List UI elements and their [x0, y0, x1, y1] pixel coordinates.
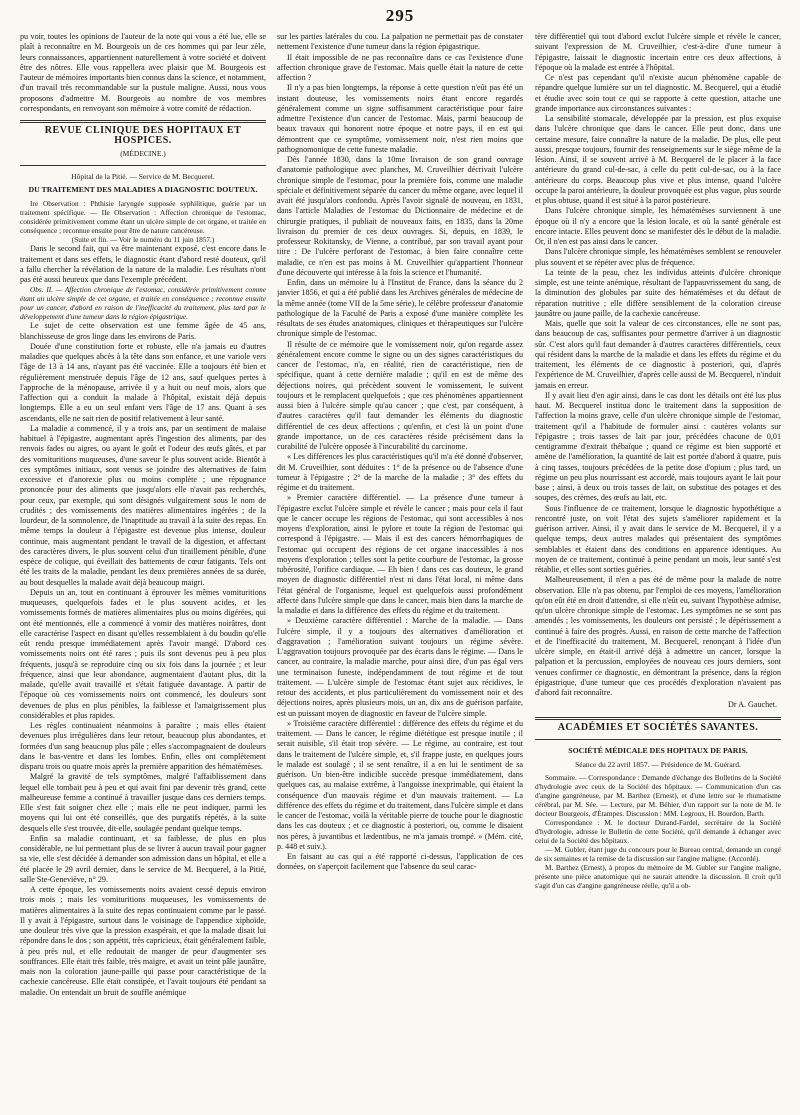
- observations-summary: Ire Observation : Phthisie laryngée supposée syphilitique, guérie par un traitement spécifique. — IIe Observation : Affection chronique de l'estomac, considérée primitivement comme étant un ulcère simple de cet organe, et traitée en conséquence ; reconnue ensuite pour être de nature cancéreuse.: [20, 199, 266, 236]
- paragraph: Il y avait lieu d'en agir ainsi, dans le cas dont les détails ont été lus plus haut. M. Becquerel institua donc le traitement dans la supposition de l'affection la moins grave, celle d'un ulcère chronique simple de l'estomac, traitement qu'il a l'habitude de formuler ainsi : cautères volants sur l'épigastre ; trois tasses de lait par jour, précédées chacune de 0,01 centigramme d'extrait thébaïque ; quand ce régime est bien supporté et amène de l'amélioration, la quantité de lait est portée d'abord à quatre, puis à cinq tasses, toujours précédées de la petite dose d'opium ; plus tard, un régime un peu plus nourrissant est accordé, mais toujours ayant le lait pour base ; ainsi, à deux ou trois tasses de lait, on substitue des potages et des soupes, des crèmes, des œufs au lait, etc.: [535, 390, 781, 503]
- paragraph: sur les parties latérales du cou. La palpation ne permettait pas de constater nettement l'existence d'une tumeur dans la région épigastrique.: [277, 32, 523, 52]
- divider: [20, 165, 266, 166]
- paragraph: M. Barthez (Ernest), à propos du mémoire de M. Gubler sur l'angine maligne, présente une pièce anatomique qui ne saurait attendre la discussion. Il croit qu'il s'agit d'un cas d'angine gangréneuse réelle, qu'il a ob-: [535, 863, 781, 891]
- paragraph: pu voir, toutes les opinions de l'auteur de la note qui vous a été lue, elle se plaît à reconnaître en M. Bourgeois un de ces hommes qui par leur zèle, leurs connaissances, appartiennent naturellement à votre société et doivent être des nôtres. Elle vous rappellera avec plaisir que M. Bourgeois est l'auteur de mémoires importants bien connus dans la science, et notamment, d'un travail très recommandable sur la pustule maligne. Aussi, nous vous proposons d'admettre M. Bourgeois au nombre de vos membres correspondants, en renvoyant son mémoire à votre comité de rédaction.: [20, 32, 266, 113]
- page-number: 295: [385, 6, 415, 25]
- paragraph: Dans l'ulcère chronique simple, les hématémèses semblent se renouveler plus souvent et se répéter avec plus de fréquence.: [535, 247, 781, 267]
- paragraph: — M. Gubler, étant juge du concours pour le Bureau central, demande un congé de six semaines et la remise de la discussion sur l'angine maligne. (Accordé).: [535, 845, 781, 864]
- paragraph: » Deuxième caractère différentiel : Marche de la maladie. — Dans l'ulcère simple, il y a toujours des alternatives d'amélioration et d'aggravation ; l'amélioration suivant toujours un régime sévère. L'aggravation toujours provoquée par des écarts dans le régime. — Dans le cancer, au contraire, la maladie marche, pour ainsi dire, d'un pas égal vers une terminaison funeste, indépendamment de tout régime et de tout traitement. — L'ulcère simple de l'estomac étant sujet aux récidives, le retour des accidents, et plus particulièrement du vomissement noir et des déjections noires, après plusieurs mois, un an, dix ans de guérison parfaite, est un puissant moyen de diagnostic en faveur de l'ulcère simple.: [277, 616, 523, 718]
- paragraph: La sensibilité stomacale, développée par la pression, est plus exquise dans l'ulcère chronique que dans le cancer. Elle peut donc, dans une certaine mesure, faire connaître la nature de la maladie. De plus, elle peut aussi, presque toujours, fournir des renseignements sur le siège même de la lésion. Ainsi, il se souvent arrivé à M. Becquerel de le placer à la face antérieure du grand cul-de-sac, à celle du petit cul-de-sac, ou à la face antérieure du corps. Beaucoup plus vive et plus intense, quand l'ulcère occupe la paroi antérieure, la douleur provoquée est plus vague, plus sourde et plus obtuse, quand il est situé à la paroi postérieure.: [535, 114, 781, 205]
- summary-paragraph: Sommaire. — Correspondance : Demande d'échange des Bulletins de la Société d'hydrologie avec ceux de la Société des hôpitaux. — Communication d'un cas d'angine gangréneuse, par M. Barthez (Ernest), et d'une lettre sur le rhumatisme cérébral, par M. Sée. — Lecture, par M. Béhier, d'un rapport sur la note de M. le docteur Bourgeois, d'Étampes. Discussion : MM. Legroux, H. Bourdon, Barth.: [535, 773, 781, 819]
- paragraph: Dans l'ulcère chronique simple, les hématémèses surviennent à une époque où il n'y a encore que la lésion locale, et où la santé générale est encore intacte. Elles peuvent donc se manifester dès le début de la maladie. Or, il n'en est pas ainsi dans le cancer.: [535, 206, 781, 246]
- paragraph: Sous l'influence de ce traitement, lorsque le diagnostic hypothétique a rencontré juste, on voit l'état des sujets s'améliorer rapidement et la guérison arriver. Ainsi, il y avait dans le service de M. Becquerel, il y a quelque temps, deux autres malades qui présentaient des symptômes semblables et étaient dans des conditions en apparence identiques. Au moyen de ce traitement, continué à peine pendant un mois, leur santé s'est rétablie, et elles sont sorties guéries.: [535, 503, 781, 574]
- column-left: [20, 32, 266, 1110]
- paragraph: La maladie a commencé, il y a trois ans, par un sentiment de malaise habituel à l'épigastre, augmentant après l'ingestion des aliments, par des renvois fades ou aigres, ou ayant le goût et l'odeur des œufs gâtés, et par des vomituritions muqueuses, d'une saveur le plus souvent acide. Bientôt à ces symptômes initiaux, sont venus se joindre des alternatives de faim excessive et d'anorexie plus ou moins complète ; une répugnance prononcée pour des aliments que jusqu'alors elle n'avait pas recherchés, pour ceux, par exemple, qui sont désignés vulgairement sous le nom de crudités ; des vomissements des matières alimentaires ingérées ; de la lourdeur, de la somnolence, de l'inaptitude au travail à la suite des repas. En même temps la douleur à l'épigastre est devenue plus intense, douleur continue, mais augmentant pendant le travail de la digestion, et affectant des caractères divers, le plus souvent celui d'un tiraillement pénible, d'une espèce de colique, qui éveillait des battements de cœur fatigants. Tels ont été les traits de la maladie, pendant les deux premières années de sa durée, au bout desquelles la malade avait déjà beaucoup maigri.: [20, 423, 266, 587]
- paragraph: Dès l'année 1830, dans la 10me livraison de son grand ouvrage d'anatomie pathologique avec planches, M. Cruveilhier décrivait l'ulcère chronique simple de l'estomac, pour la première fois, comme une maladie spéciale et définitivement séparée du cancer du même organe, avec lequel il avait été jusqu'alors confondu. Après l'avoir signalé de nouveau, en 1831, dans l'article Maladies de l'estomac du Dictionnaire de médecine et de chirurgie pratiques, il publiait de nouveaux faits, en 1835, dans la 20me livraison du premier de ces deux ouvrages. Si, depuis, en 1839, le professeur Rokitansky, de Vienne, a contribué, par son travail ayant pour titre : De l'ulcère perforant de l'estomac, à bien faire connaître cette maladie, ce n'en est pas moins à M. Cruveilhier qu'appartient l'honneur d'une découverte qui intéresse à la fois la science et l'humanité.: [277, 155, 523, 277]
- society-title: SOCIÉTÉ MÉDICALE DES HOPITAUX DE PARIS.: [568, 745, 748, 755]
- paragraph: Mais, quelle que soit la valeur de ces circonstances, elle ne sont pas, dans beaucoup de cas, suffisantes pour permettre d'arriver à un diagnostic sûr. C'est alors qu'il faut demander à d'autres caractères différentiels, ceux qui résident dans la marche de la maladie et dans les effets du régime et du traitement, les éléments de ce diagnostic à posteriori, qui, d'après l'expérience de M. Cruveilhier, d'après celle aussi de M. Becquerel, n'induit jamais en erreur.: [535, 319, 781, 390]
- divider: [20, 120, 266, 123]
- paragraph: Il était impossible de ne pas reconnaître dans ce cas l'existence d'une affection chronique grave de l'estomac. Mais quelle était la nature de cette affection ?: [277, 52, 523, 82]
- paragraph: » Premier caractère différentiel. — La présence d'une tumeur à l'épigastre exclut l'ulcère simple et révèle le cancer ; mais pour cela il faut que le cancer occupe les régions de l'estomac, qui sont accessibles à nos moyens d'exploration, ainsi le pylore et toute la région de l'estomac qui correspond à l'épigastre. — Mais il est des cancers hémorrhagiques de l'estomac qui occupent des régions de cet organe inaccessibles à nos moyens d'exploration ; telles sont la petite courbure de l'estomac, la grosse tubérosité, l'orifice cardiaque. — Eh bien ! dans ces cas douteux, le grand moyen de diagnostic différentiel n'est ni dans l'état local, ni même dans l'état général de l'organisme, lequel est quelquefois aussi profondément affecté dans l'ulcère simple que dans le cancer, mais bien dans la marche de la maladie et dans la différence des effets du régime et du traitement.: [277, 493, 523, 615]
- author-signature: Dr A. Gauchet.: [728, 700, 777, 710]
- seance-line: Séance du 22 avril 1857. — Présidence de M. Guérard.: [575, 760, 741, 769]
- observation-heading: Obs. II. — Affection chronique de l'estomac, considérée primitivement comme étant un ulcère simple de cet organe, et traitée en conséquence ; reconnue ensuite pour un cancer, d'abord en raison de l'inefficacité du traitement, plus tard par le développement d'une tumeur dans la région épigastrique.: [20, 285, 266, 322]
- section-subtitle: (MÉDECINE.): [120, 148, 166, 158]
- paragraph: » Troisième caractère différentiel : différence des effets du régime et du traitement. — Dans le cancer, le régime diététique est presque inutile ; il serait nuisible, s'il était trop sévère. — Le régime, au contraire, est tout dans le traitement de l'ulcère simple, et, s'il frappe juste, en quelques jours le malade est soulagé ; il se sent renaître, il a en lui le sentiment de sa guérison. Un bien-être indicible succède presque immédiatement, dans quelques cas, au malaise extrême, à l'angoisse inexprimable, qui étaient la conséquence d'un mauvais régime et d'un mauvais traitement. — La différence des effets du régime et du traitement, dans l'ulcère simple et dans le cancer de l'estomac, voilà la véritable pierre de touche pour le diagnostic dans les cas douteux ; et ce diagnostic à posteriori, ou, comme le disaient nos pères, à juvantibus et lædentibus, ne m'a jamais trompé. » (Mém. cité, p. 448 et suiv.).: [277, 718, 523, 851]
- hospital-heading: Hôpital de la Pitié. — Service de M. Becquerel.: [71, 171, 215, 181]
- article-title: DU TRAITEMENT DES MALADIES A DIAGNOSTIC DOUTEUX.: [28, 185, 258, 194]
- paragraph: Il n'y a pas bien longtemps, la réponse à cette question n'eût pas été un instant douteuse, les vomissements noirs étant encore regardés généralement comme un signe suffisamment caractéristique pour faire admettre l'existence d'un cancer de l'estomac. Mais, parmi beaucoup de beaux travaux qui honorent notre époque et notre pays, il en est qui démontrent que ce symptôme, vomissement noir, n'est rien moins que pathognomonique de cette funeste maladie.: [277, 83, 523, 154]
- paragraph: Correspondance : M. le docteur Durand-Fardel, secrétaire de la Société d'hydrologie, adresse le Bulletin de cette Société, qu'il demande à échanger avec celui de la Société des hôpitaux.: [535, 818, 781, 846]
- paragraph: A cette époque, les vomissements noirs avaient cessé depuis environ trois mois ; mais les vomituritions muqueuses, les vomissements de matières alimentaires à la suite des repas continuaient comme par le passé. Il y avait à l'épigastre, surtout dans le voisinage de l'appendice xiphoïde, une douleur très vive que la pression exaspérait, et que la malade disait lui répondre dans le dos ; son appétit, très capricieux, était généralement faible, à peu près nul, et elle redoutait de manger de peur d'augmenter ses souffrances. Elle était très faible, très maigre, et avait un teint pâle jaunâtre, mais non la coloration jaune-paille qui passe pour caractéristique de la cachexie cancéreuse. Elle était constipée, et l'avait toujours été pendant sa maladie. On entendait un bruit de souffle anémique: [20, 885, 266, 997]
- paragraph: « Les différences les plus caractéristiques qu'il m'a été donné d'observer, dit M. Cruveilhier, sont déduites : 1° de la présence ou de l'absence d'une tumeur à l'épigastre ; 2° de la marche de la maladie ; 3° des effets du régime et du traitement.: [277, 452, 523, 492]
- paragraph: Malheureusement, il n'en a pas été de même pour la malade de notre observation. Elle n'a pas obtenu, par l'emploi de ces moyens, l'amélioration qu'on eût été en droit d'attendre, si elle n'eût eu, suivant l'hypothèse admise, qu'un ulcère chronique simple de l'estomac. Les symptômes ne se sont pas amendés ; les vomissements, les douleurs ont persisté ; le dépérissement a continué à faire des progrès. Aussi, en raison de cette marche de l'affection et de l'inefficacité du traitement, M. Becquerel, renonçant à l'idée d'un ulcère simple, en était-il arrivé déjà à admettre un cancer, lorsque la palpation et la percussion, employées de nouveau ces jours derniers, sont venues confirmer ce diagnostic, en démontrant la présence, dans la région épigastrique, d'une tumeur que ces procédés d'exploration n'avaient pas d'abord fait reconnaître.: [535, 575, 781, 697]
- paragraph: Ce n'est pas cependant qu'il n'existe aucun phénomène capable de répandre quelque lumière sur un tel diagnostic. M. Becquerel, qui a étudié et étudie avec soin tout ce qui se rapporte à cette question, attache une grande importance aux circonstances suivantes :: [535, 73, 781, 113]
- section-title: REVUE CLINIQUE DES HOPITAUX ET HOSPICES.: [44, 125, 242, 147]
- paragraph: Enfin sa maladie continuant, et sa faiblesse, de plus en plus considérable, ne lui permettant plus de se livrer à aucun travail pour gagner sa vie, elle s'est décidée à demander son admission dans un hôpital, et elle a été placée le 29 avril dernier, dans le service de M. Becquerel, à la Pitié, salle Ste-Geneviève, n° 29.: [20, 833, 266, 884]
- paragraph: En faisant au cas qui a été rapporté ci-dessus, l'application de ces données, on s'aperçoit facilement que l'absence du seul carac-: [277, 852, 523, 872]
- divider: [535, 717, 781, 720]
- paragraph: Le sujet de cette observation est une femme âgée de 45 ans, blanchisseuse de gros linge dans les environs de Paris.: [20, 321, 266, 341]
- paragraph: Les règles continuaient néanmoins à paraître ; mais elles étaient devenues plus irrégulières dans leur retour, beaucoup plus abondantes, et formées d'un sang beaucoup plus pâle ; elles s'accompagnaient de douleurs dans le bas-ventre et dans les lombes. Enfin, elles ont complètement disparu trois ou quatre mois après la première apparition des hématémèses.: [20, 721, 266, 771]
- paragraph: Malgré la gravité de tels symptômes, malgré l'affaiblissement dans lequel elle tombait peu à peu et qui avait fini par devenir très grand, cette malheureuse femme a continué à travailler jusque dans ces derniers temps. Elle s'est fait soigner chez elle ; mais elle ne peut indiquer, parmi les moyens qui lui ont été conseillés, que des purgatifs répétés, à la suite desquels elle s'est trouvée, dit-elle, soulagée pendant quelque temps.: [20, 772, 266, 833]
- paragraph: La teinte de la peau, chez les individus atteints d'ulcère chronique simple, est une teinte anémique, résultant de l'appauvrissement du sang, de la diminution des globules par suite des hématémèses et du défaut de réparation nutritive ; elle diffère sensiblement de la coloration cireuse jaunâtre ou jaune paille, de la cachexie cancéreuse.: [535, 267, 781, 318]
- paragraph: tère différentiel qui tout d'abord exclut l'ulcère simple et révèle le cancer, suivant l'expression de M. Cruveilhier, c'est-à-dire d'une tumeur à l'épigastre, laissait le diagnostic incertain entre ces deux affections, à l'époque où la malade est entrée à l'hôpital.: [535, 32, 781, 72]
- section-title: ACADÉMIES ET SOCIÉTÉS SAVANTES.: [557, 721, 759, 733]
- paragraph: Douée d'une constitution forte et robuste, elle n'a jamais eu d'autres maladies que quelques abcès à la tête dans son enfance, et une variole vers l'âge de 13 à 14 ans, n'ayant pas été vaccinée. Elle a toujours été bien et régulièrement menstruée depuis l'âge de 12 ans, sauf quelques pertes à l'approche de la ménopause, arrivée il y a huit ou neuf mois, alors que l'affection qui a conduit la malade à l'hôpital, existait déjà depuis longtemps. Elle a eu un seul enfant vers l'âge de 17 ans. Quant à ses ascendants, elle ne sait rien de positif relativement à leur santé.: [20, 341, 266, 423]
- paragraph: Depuis un an, tout en continuant à éprouver les mêmes vomituritions muqueuses, quelquefois fades et le plus souvent acides, et les vomissements formés de matières alimentaires plus ou moins digérées, qui ont été mentionnés, elle a commencé à vomir des matières noirâtres, dont elle caractérise l'aspect en disant qu'elles ressemblaient à du boudin qu'elle eût rendu presque immédiatement après l'avoir mangé. D'abord ces vomissements noirs ont été rares ; puis ils sont devenus peu à peu plus fréquents, jusqu'à se reproduire cinq ou six fois dans la journée ; et leur fréquence, ainsi que leur abondance, augmentaient d'autant plus, dit la malade, qu'elle avait travaillé et s'était fatiguée davantage. A partir de l'époque où ces vomissements noirs ont commencé, les douleurs sont devenues de plus en plus pénibles, la faiblesse et l'amaigrissement plus considérables et plus rapides.: [20, 587, 266, 720]
- paragraph: Il résulte de ce mémoire que le vomissement noir, qu'on regarde assez généralement encore comme le signe ou un des signes caractéristiques du cancer de l'estomac, n'a, en réalité, rien de caractéristique, rien de spécifique, quant à cette dernière maladie ; qu'il en est de même des déjections noires, qui précèdent souvent le vomissement, le suivent toujours et le remplacent quelquefois ; que ces phénomènes appartiennent aussi bien à l'ulcère simple qu'au cancer ; que c'est, par conséquent, à d'autres caractères qu'il faut demander les éléments du diagnostic différentiel de ces deux affections ; qu'enfin, et c'est là un point d'une grande importance, un de ces caractères réside précisément dans la curabilité de l'ulcère opposée à l'incurabilité du carcinome.: [277, 339, 523, 451]
- column-right: [535, 32, 781, 1110]
- divider: [535, 739, 781, 740]
- paragraph: Dans le second fait, qui va être maintenant exposé, c'est encore dans le traitement et dans ses effets, le diagnostic étant d'abord resté douteux, qu'il a fallu chercher la révélation de la nature de la maladie. Les résultats n'ont pas été aussi heureux que dans l'exemple précédent.: [20, 244, 266, 284]
- column-middle: [277, 32, 523, 1110]
- paragraph: Enfin, dans un mémoire lu à l'Institut de France, dans la séance du 2 janvier 1856, et qui a été publié dans les Archives générales de médecine de la même année (tome VII de la 5me série), le célèbre professeur d'anatomie pathologique de la Faculté de Paris a exposé d'une manière complète les résultats de ses études anatomiques, cliniques et thérapeutiques sur l'ulcère chronique simple de l'estomac.: [277, 278, 523, 339]
- suite-note: (Suite et fin. — Voir le numéro du 11 juin 1857.): [71, 235, 215, 245]
